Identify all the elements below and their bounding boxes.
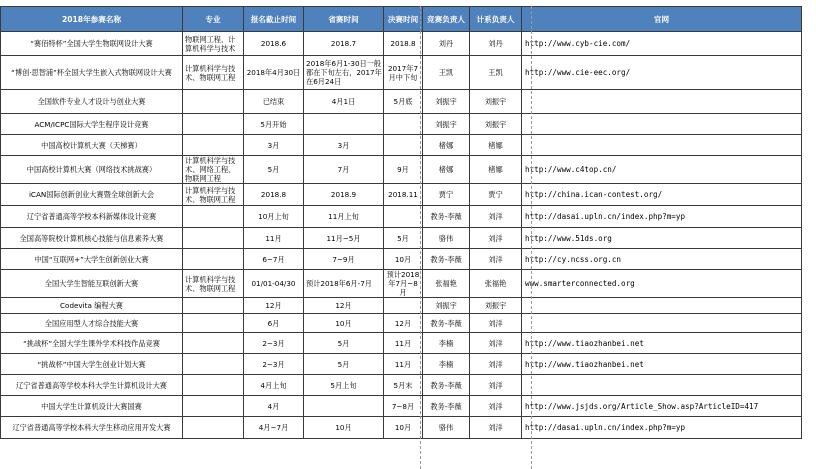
website-cell[interactable]: http://www.cyb-cie.com/ <box>522 32 802 56</box>
page-break-line <box>531 6 532 469</box>
registration-deadline-cell[interactable]: 6月 <box>244 314 304 333</box>
website-cell[interactable]: http://www.jsjds.org/Article_Show.asp?ArticleID=417 <box>522 396 802 417</box>
department-lead-cell[interactable]: 刘洋 <box>470 206 522 228</box>
competition-lead-cell[interactable]: 李楠 <box>423 354 470 375</box>
major-cell[interactable] <box>183 135 244 156</box>
header-cell[interactable]: 官网 <box>522 7 802 32</box>
competition-lead-cell[interactable]: 骆伟 <box>423 417 470 439</box>
website-cell[interactable] <box>522 375 802 396</box>
department-lead-cell[interactable]: 王凯 <box>470 56 522 90</box>
competition-name-cell[interactable]: 全国应用型人才综合技能大赛 <box>1 314 183 333</box>
major-cell[interactable]: 计算机科学与技术、网络工程、物联网工程 <box>183 156 244 184</box>
department-lead-cell[interactable]: 贾宁 <box>470 184 522 206</box>
header-cell[interactable]: 计系负责人 <box>470 7 522 32</box>
competition-lead-cell[interactable]: 刘丹 <box>423 32 470 56</box>
competition-name-cell[interactable]: “挑战杯”全国大学生课外学术科技作品竞赛 <box>1 333 183 354</box>
competition-name-cell[interactable]: 全国大学生智能互联创新大赛 <box>1 270 183 298</box>
department-lead-cell[interactable]: 刘洋 <box>470 249 522 270</box>
competition-name-cell[interactable]: Codevita 编程大赛 <box>1 298 183 314</box>
provincial-date-cell[interactable] <box>304 396 384 417</box>
provincial-date-cell[interactable]: 5月上旬 <box>304 375 384 396</box>
table-row <box>1 314 802 333</box>
competition-name-cell[interactable]: ACM/ICPC国际大学生程序设计竞赛 <box>1 114 183 135</box>
website-cell[interactable] <box>522 314 802 333</box>
header-row <box>1 7 802 32</box>
website-cell[interactable] <box>522 135 802 156</box>
header-cell[interactable]: 2018年参赛名称 <box>1 7 183 32</box>
table-row <box>1 375 802 396</box>
website-cell[interactable]: http://cy.ncss.org.cn <box>522 249 802 270</box>
department-lead-cell[interactable]: 刘洋 <box>470 228 522 249</box>
website-cell[interactable]: http://www.cie-eec.org/ <box>522 56 802 90</box>
competition-lead-cell[interactable]: 骆伟 <box>423 228 470 249</box>
final-date-cell[interactable]: 7~8月 <box>384 396 423 417</box>
registration-deadline-cell[interactable]: 4月上旬 <box>244 375 304 396</box>
header-cell[interactable]: 报名截止时间 <box>244 7 304 32</box>
final-date-cell[interactable] <box>384 114 423 135</box>
table-row <box>1 249 802 270</box>
final-date-cell[interactable]: 12月 <box>384 314 423 333</box>
website-cell[interactable]: http://www.tiaozhanbei.net <box>522 354 802 375</box>
provincial-date-cell[interactable]: 4月1日 <box>304 90 384 114</box>
department-lead-cell[interactable]: 刘丹 <box>470 32 522 56</box>
competition-name-cell[interactable]: 全国高等院校计算机核心技能与信息素养大赛 <box>1 228 183 249</box>
final-date-cell[interactable] <box>384 298 423 314</box>
department-lead-cell[interactable]: 刘洋 <box>470 396 522 417</box>
major-cell[interactable] <box>183 333 244 354</box>
department-lead-cell[interactable]: 刘洋 <box>470 333 522 354</box>
table-row <box>1 298 802 314</box>
table-row <box>1 270 802 298</box>
competition-lead-cell[interactable]: 教务-李薇 <box>423 396 470 417</box>
competition-lead-cell[interactable]: 刘振宇 <box>423 90 470 114</box>
department-lead-cell[interactable]: 刘振宇 <box>470 90 522 114</box>
header-cell[interactable]: 专业 <box>183 7 244 32</box>
final-date-cell[interactable]: 9月 <box>384 156 423 184</box>
registration-deadline-cell[interactable]: 3月 <box>244 135 304 156</box>
registration-deadline-cell[interactable]: 12月 <box>244 298 304 314</box>
competition-lead-cell[interactable]: 教务-李薇 <box>423 314 470 333</box>
competition-lead-cell[interactable]: 贾宁 <box>423 184 470 206</box>
competition-name-cell[interactable]: 辽宁省普通高等学校本科大学生移动应用开发大赛 <box>1 417 183 439</box>
major-cell[interactable] <box>183 249 244 270</box>
provincial-date-cell[interactable]: 10月 <box>304 417 384 439</box>
registration-deadline-cell[interactable]: 5月开始 <box>244 114 304 135</box>
competition-lead-cell[interactable]: 刘振宇 <box>423 298 470 314</box>
competition-name-cell[interactable]: iCAN国际创新创业大赛暨全球创新大会 <box>1 184 183 206</box>
department-lead-cell[interactable]: 刘洋 <box>470 417 522 439</box>
major-cell[interactable] <box>183 375 244 396</box>
table-row <box>1 156 802 184</box>
table-row <box>1 184 802 206</box>
competition-lead-cell[interactable]: 教务-李薇 <box>423 206 470 228</box>
website-cell[interactable] <box>522 90 802 114</box>
provincial-date-cell[interactable]: 5月 <box>304 354 384 375</box>
department-lead-cell[interactable]: 楮娜 <box>470 156 522 184</box>
competition-lead-cell[interactable]: 刘振宇 <box>423 114 470 135</box>
registration-deadline-cell[interactable]: 11月 <box>244 228 304 249</box>
final-date-cell[interactable]: 2017年7月中下旬 <box>384 56 423 90</box>
final-date-cell[interactable]: 10月 <box>384 417 423 439</box>
website-cell[interactable]: http://dasai.upln.cn/index.php?m=yp <box>522 206 802 228</box>
provincial-date-cell[interactable]: 7~9月 <box>304 249 384 270</box>
registration-deadline-cell[interactable]: 6~7月 <box>244 249 304 270</box>
page-break-line <box>420 6 421 469</box>
major-cell[interactable] <box>183 90 244 114</box>
final-date-cell[interactable]: 10月 <box>384 249 423 270</box>
major-cell[interactable] <box>183 114 244 135</box>
provincial-date-cell[interactable]: 3月 <box>304 135 384 156</box>
provincial-date-cell[interactable]: 2018年6月1-30日一般都在下旬左右，2017年在6月24日 <box>304 56 384 90</box>
registration-deadline-cell[interactable]: 2~3月 <box>244 354 304 375</box>
competition-lead-cell[interactable]: 王凯 <box>423 56 470 90</box>
header-cell[interactable]: 省赛时间 <box>304 7 384 32</box>
provincial-date-cell[interactable]: 2018.9 <box>304 184 384 206</box>
registration-deadline-cell[interactable]: 4月 <box>244 396 304 417</box>
competition-lead-cell[interactable]: 教务-李薇 <box>423 249 470 270</box>
provincial-date-cell[interactable]: 10月 <box>304 314 384 333</box>
provincial-date-cell[interactable]: 2018.7 <box>304 32 384 56</box>
final-date-cell[interactable]: 5月底 <box>384 90 423 114</box>
registration-deadline-cell[interactable]: 2~3月 <box>244 333 304 354</box>
major-cell[interactable]: 计算机科学与技术、物联网工程 <box>183 184 244 206</box>
website-cell[interactable]: http://www.c4top.cn/ <box>522 156 802 184</box>
competition-lead-cell[interactable]: 张福艳 <box>423 270 470 298</box>
table-row <box>1 396 802 417</box>
provincial-date-cell[interactable] <box>304 114 384 135</box>
table-row <box>1 206 802 228</box>
header-cell[interactable]: 竞赛负责人 <box>423 7 470 32</box>
table-row <box>1 333 802 354</box>
table-row <box>1 417 802 439</box>
competition-name-cell[interactable]: “赛佰特杯”全国大学生物联网设计大赛 <box>1 32 183 56</box>
department-lead-cell[interactable]: 刘振宇 <box>470 298 522 314</box>
provincial-date-cell[interactable]: 预计2018年6月-7月 <box>304 270 384 298</box>
table-row <box>1 135 802 156</box>
registration-deadline-cell[interactable]: 2018.8 <box>244 184 304 206</box>
website-cell[interactable] <box>522 114 802 135</box>
website-cell[interactable]: http://www.51ds.org <box>522 228 802 249</box>
competition-name-cell[interactable]: “博创·思智浦”杯全国大学生嵌入式物联网设计大赛 <box>1 56 183 90</box>
website-cell[interactable]: http://china.ican-contest.org/ <box>522 184 802 206</box>
competition-name-cell[interactable]: 中国高校计算机大赛（天梯赛） <box>1 135 183 156</box>
provincial-date-cell[interactable]: 11月上旬 <box>304 206 384 228</box>
department-lead-cell[interactable]: 刘洋 <box>470 314 522 333</box>
major-cell[interactable]: 计算机科学与技术、物联网工程 <box>183 270 244 298</box>
table-row <box>1 114 802 135</box>
table-row <box>1 56 802 90</box>
major-cell[interactable] <box>183 298 244 314</box>
competition-lead-cell[interactable]: 楮娜 <box>423 135 470 156</box>
table-row <box>1 228 802 249</box>
header-cell[interactable]: 决赛时间 <box>384 7 423 32</box>
competition-lead-cell[interactable]: 楮娜 <box>423 156 470 184</box>
major-cell[interactable] <box>183 417 244 439</box>
final-date-cell[interactable] <box>384 206 423 228</box>
major-cell[interactable] <box>183 228 244 249</box>
major-cell[interactable] <box>183 206 244 228</box>
competition-name-cell[interactable]: 辽宁省普通高等学校本科大学生计算机设计大赛 <box>1 375 183 396</box>
competition-name-cell[interactable]: 中国大学生计算机设计大赛国赛 <box>1 396 183 417</box>
competition-lead-cell[interactable]: 李楠 <box>423 333 470 354</box>
website-cell[interactable] <box>522 298 802 314</box>
registration-deadline-cell[interactable]: 01/01-04/30 <box>244 270 304 298</box>
registration-deadline-cell[interactable]: 2018年4月30日 <box>244 56 304 90</box>
department-lead-cell[interactable]: 刘洋 <box>470 354 522 375</box>
provincial-date-cell[interactable]: 11月~5月 <box>304 228 384 249</box>
registration-deadline-cell[interactable]: 2018.6 <box>244 32 304 56</box>
competition-name-cell[interactable]: 中国高校计算机大赛（网络技术挑战赛） <box>1 156 183 184</box>
table-row <box>1 354 802 375</box>
major-cell[interactable]: 物联网工程、计算机科学与技术 <box>183 32 244 56</box>
department-lead-cell[interactable]: 楮娜 <box>470 135 522 156</box>
major-cell[interactable] <box>183 354 244 375</box>
final-date-cell[interactable] <box>384 135 423 156</box>
competition-name-cell[interactable]: 全国软件专业人才设计与创业大赛 <box>1 90 183 114</box>
competition-lead-cell[interactable]: 教务-李薇 <box>423 375 470 396</box>
final-date-cell[interactable]: 预计2018年7月~8月 <box>384 270 423 298</box>
registration-deadline-cell[interactable]: 10月上旬 <box>244 206 304 228</box>
final-date-cell[interactable]: 2018.8 <box>384 32 423 56</box>
final-date-cell[interactable]: 11月 <box>384 333 423 354</box>
major-cell[interactable]: 计算机科学与技术、物联网工程 <box>183 56 244 90</box>
competition-name-cell[interactable]: 辽宁省普通高等学校本科新媒体设计竞赛 <box>1 206 183 228</box>
website-cell[interactable]: http://www.tiaozhanbei.net <box>522 333 802 354</box>
registration-deadline-cell[interactable]: 4月~7月 <box>244 417 304 439</box>
registration-deadline-cell[interactable]: 5月 <box>244 156 304 184</box>
final-date-cell[interactable]: 2018.11 <box>384 184 423 206</box>
department-lead-cell[interactable]: 张福艳 <box>470 270 522 298</box>
table-row <box>1 90 802 114</box>
competition-table <box>0 6 802 439</box>
provincial-date-cell[interactable]: 5月 <box>304 333 384 354</box>
table-body <box>1 32 802 439</box>
final-date-cell[interactable]: 5月末 <box>384 375 423 396</box>
major-cell[interactable] <box>183 314 244 333</box>
competition-name-cell[interactable]: 中国“互联网+”大学生创新创业大赛 <box>1 249 183 270</box>
final-date-cell[interactable]: 11月 <box>384 354 423 375</box>
registration-deadline-cell[interactable]: 已结束 <box>244 90 304 114</box>
provincial-date-cell[interactable]: 7月 <box>304 156 384 184</box>
website-cell[interactable]: www.smarterconnected.org <box>522 270 802 298</box>
table-row <box>1 32 802 56</box>
competition-name-cell[interactable]: “挑战杯”中国大学生创业计划大赛 <box>1 354 183 375</box>
website-cell[interactable]: http://dasai.upln.cn/index.php?m=yp <box>522 417 802 439</box>
provincial-date-cell[interactable]: 12月 <box>304 298 384 314</box>
department-lead-cell[interactable]: 刘振宇 <box>470 114 522 135</box>
department-lead-cell[interactable]: 刘洋 <box>470 375 522 396</box>
final-date-cell[interactable]: 5月 <box>384 228 423 249</box>
major-cell[interactable] <box>183 396 244 417</box>
